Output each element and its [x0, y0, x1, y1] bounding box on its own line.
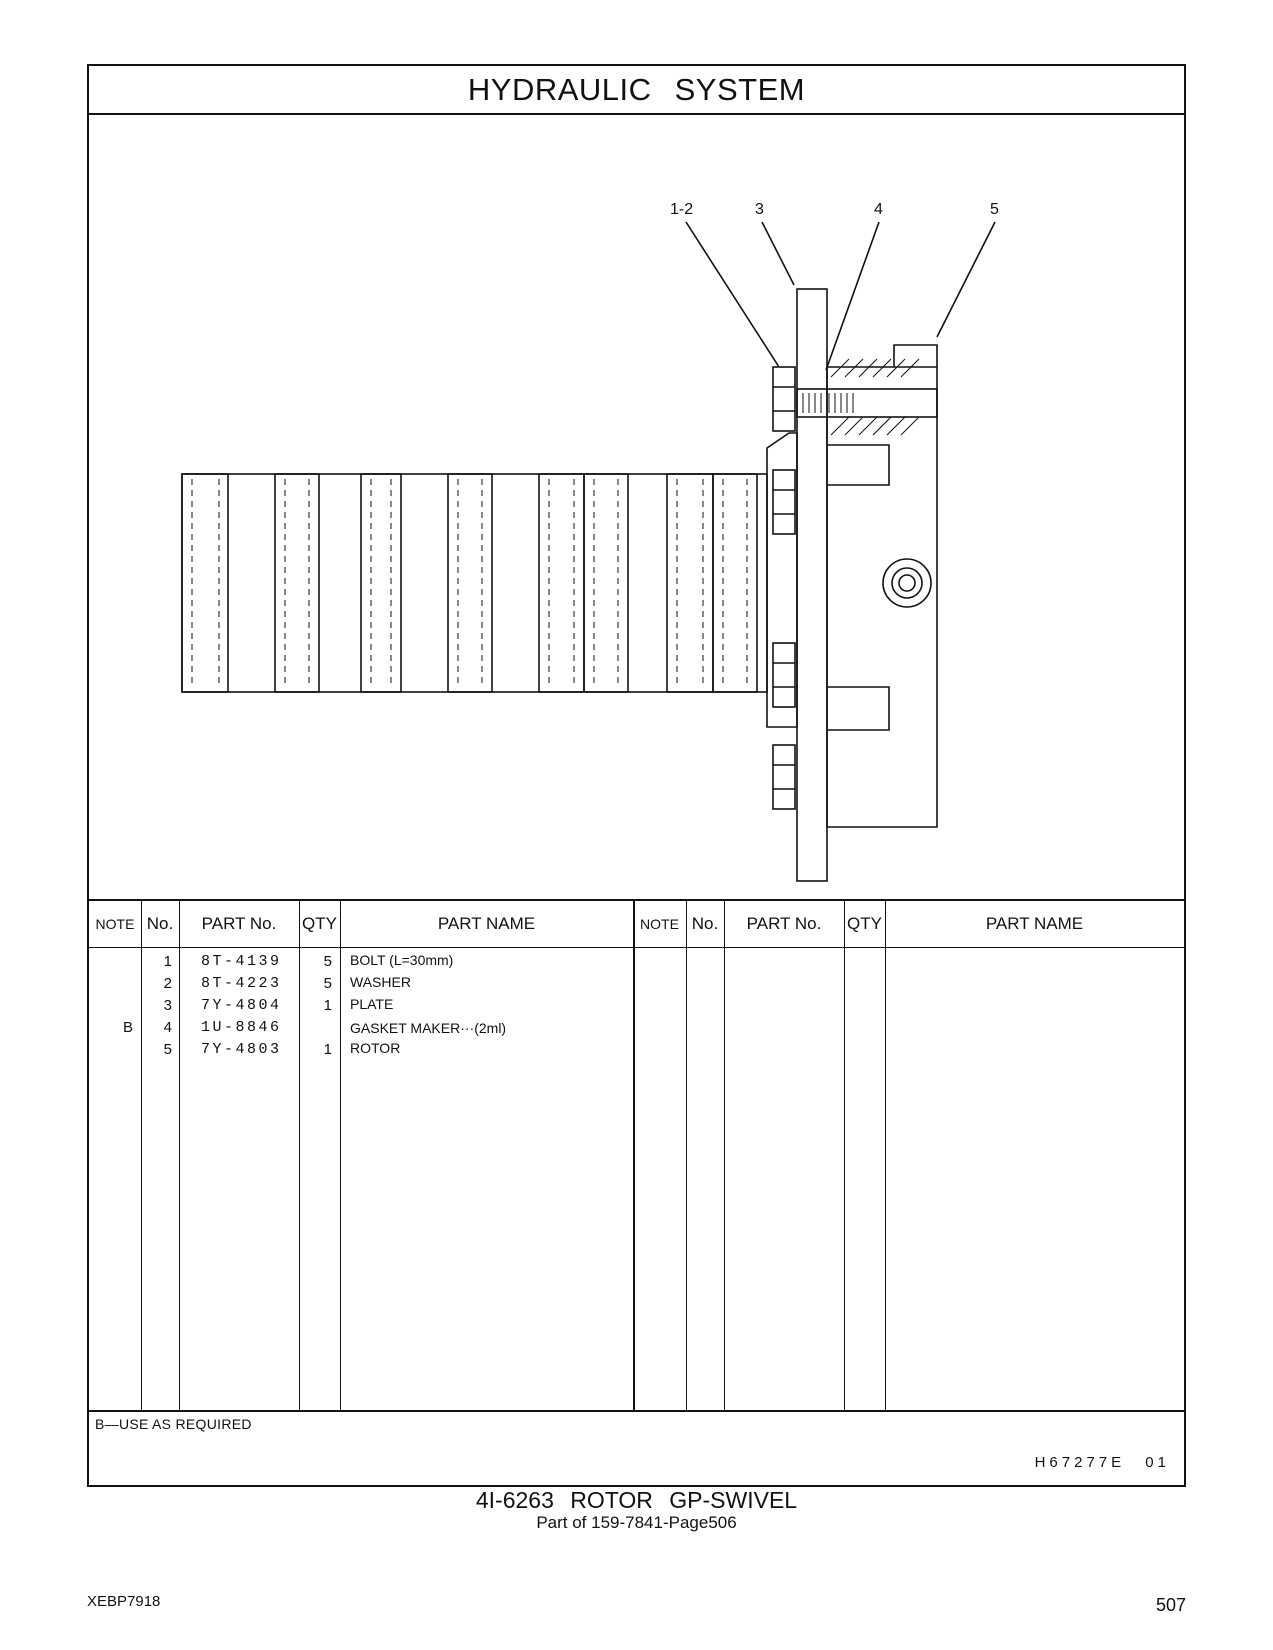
bolt-shank-section [797, 389, 937, 417]
row-qty: 5 [323, 975, 332, 992]
row-part-name: GASKET MAKER···(2ml) [350, 1020, 507, 1036]
section-title: HYDRAULIC SYSTEM [89, 66, 1184, 115]
housing-port-mid [892, 568, 922, 598]
callout-5: 5 [990, 201, 999, 218]
row-no: 1 [163, 953, 172, 970]
document-id: XEBP7918 [87, 1593, 161, 1610]
rotor-flange [767, 433, 797, 727]
header-no: No. [146, 914, 174, 933]
leader-line-5 [937, 222, 995, 337]
parts-page-frame [87, 64, 1186, 1487]
row-no: 4 [163, 1019, 172, 1036]
row-note [89, 951, 133, 973]
callout-1-2: 1-2 [670, 201, 694, 218]
header-qty: QTY [302, 914, 337, 933]
row-part-no: 8T-4223 [201, 975, 282, 992]
col-divider [844, 901, 845, 1410]
header-part-name: PART NAME [437, 914, 536, 933]
drawing-code: H67277E 01 [1034, 1454, 1170, 1471]
rotor-swivel-illustration [89, 115, 1184, 899]
housing-step-upper [827, 445, 889, 485]
footnote: B—USE AS REQUIRED [95, 1416, 252, 1432]
header-part-name-right: PART NAME [985, 914, 1084, 933]
row-no: 2 [163, 975, 172, 992]
leader-line-1-2 [686, 222, 779, 367]
row-qty: 1 [323, 997, 332, 1014]
row-note [89, 1039, 133, 1061]
row-note [89, 973, 133, 995]
group-title: 4I-6263 ROTOR GP-SWIVEL [475, 1487, 798, 1513]
row-part-no: 7Y-4803 [201, 1041, 282, 1058]
row-part-name: WASHER [350, 974, 411, 990]
header-part-no-right: PART No. [746, 914, 822, 933]
header-no-right: No. [691, 914, 719, 933]
row-part-no: 7Y-4804 [201, 997, 282, 1014]
row-no: 3 [163, 997, 172, 1014]
row-part-name: PLATE [350, 996, 394, 1012]
header-part-no: PART No. [201, 914, 277, 933]
housing-step-lower [827, 687, 889, 730]
row-part-no: 1U-8846 [201, 1019, 282, 1036]
row-qty: 1 [323, 1041, 332, 1058]
row-qty: 5 [323, 953, 332, 970]
row-qty [299, 1017, 332, 1039]
parts-list-table [89, 899, 1184, 1412]
row-part-name: BOLT (L=30mm) [350, 952, 454, 968]
thread-hatch [803, 393, 853, 413]
row-no: 5 [163, 1041, 172, 1058]
leader-line-3 [762, 222, 794, 285]
housing-port-inner [899, 575, 915, 591]
shaft-rings [182, 474, 757, 692]
exploded-view-drawing [89, 115, 1184, 899]
row-part-name: ROTOR [350, 1040, 401, 1056]
header-qty-right: QTY [847, 914, 882, 933]
housing-port-outer [883, 559, 931, 607]
col-divider [885, 901, 886, 1410]
callout-3: 3 [755, 201, 764, 218]
section-hatch [831, 359, 919, 435]
col-divider [179, 901, 180, 1410]
row-note [89, 995, 133, 1017]
row-part-no: 8T-4139 [201, 953, 282, 970]
row-note: B [122, 1019, 133, 1036]
leader-line-4 [826, 222, 879, 370]
col-divider [340, 901, 341, 1410]
header-note-right: NOTE [640, 916, 679, 932]
rotor-shaft [182, 474, 767, 692]
col-divider [686, 901, 687, 1410]
col-divider [724, 901, 725, 1410]
page-number: 507 [1155, 1595, 1186, 1615]
header-divider [89, 947, 1184, 948]
group-subtitle: Part of 159-7841-Page506 [536, 1513, 737, 1532]
plate [797, 289, 827, 881]
header-note: NOTE [95, 916, 135, 932]
callout-4: 4 [874, 201, 883, 218]
table-center-divider [633, 901, 635, 1410]
